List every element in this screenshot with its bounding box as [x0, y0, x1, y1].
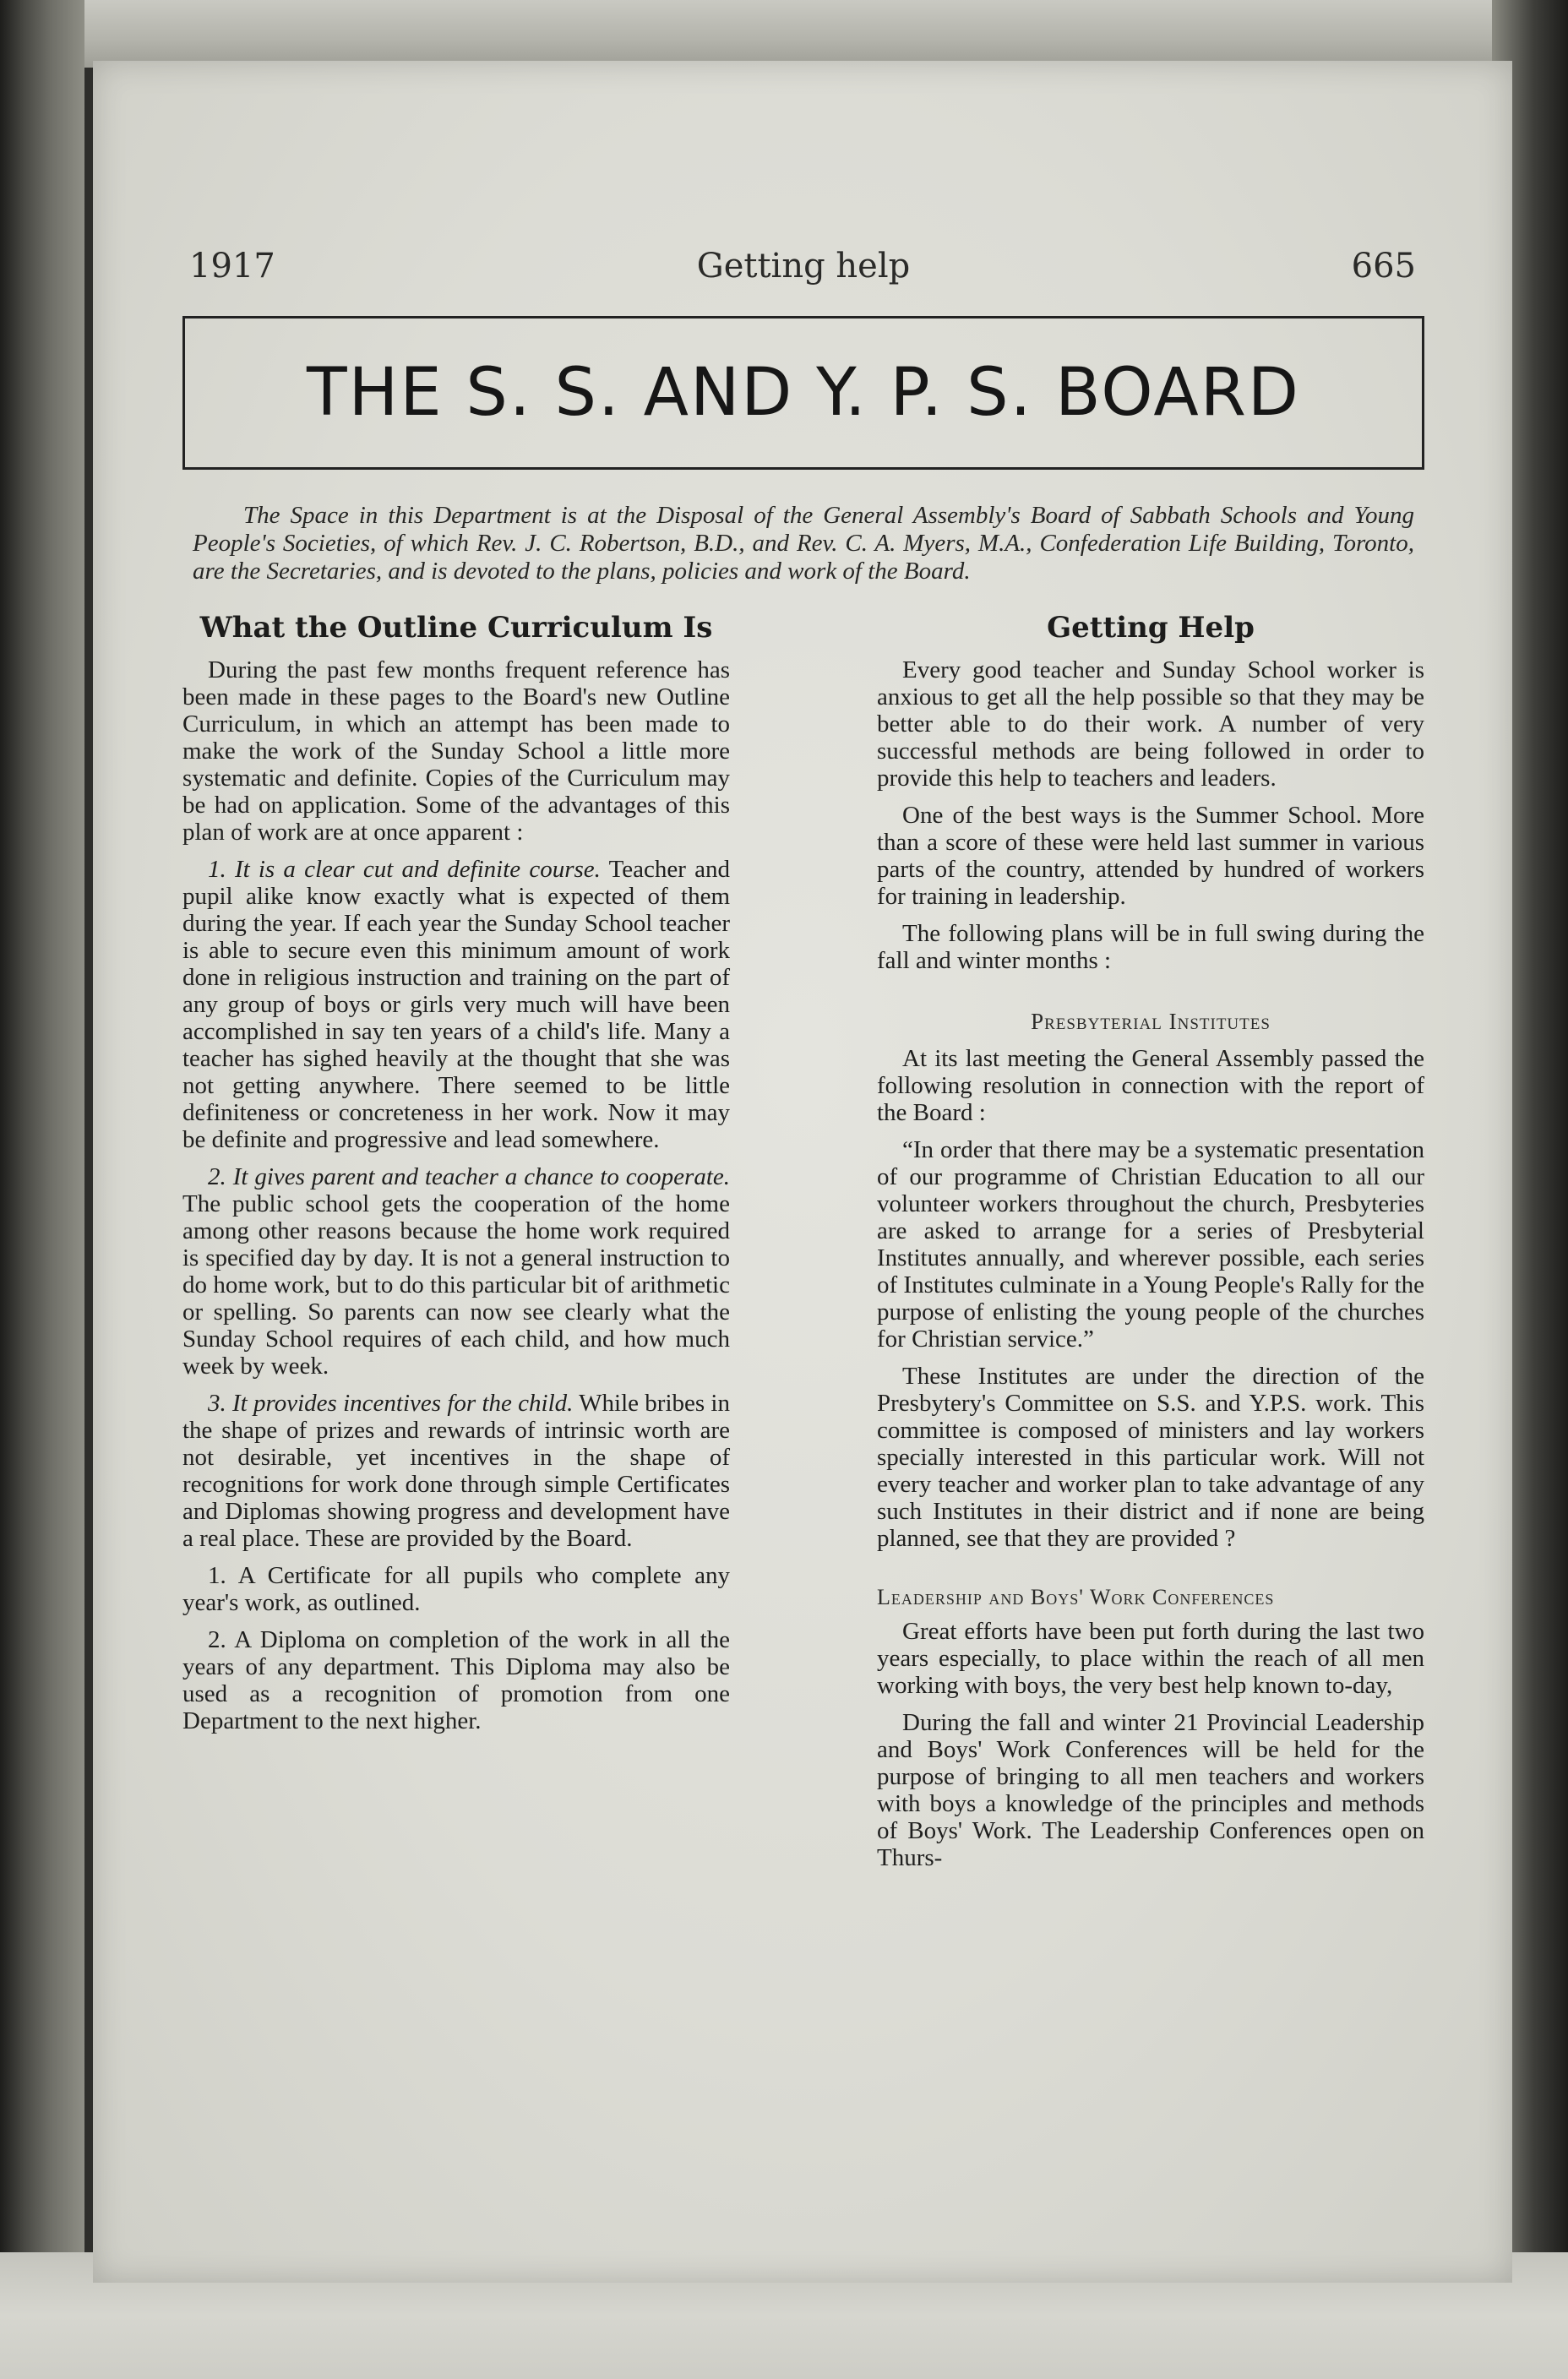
book-page	[93, 61, 1512, 2283]
running-head	[182, 247, 1424, 297]
subhead-leadership-conferences: Leadership and Boys' Work Conferences	[877, 1585, 1275, 1609]
left-paragraph: During the past few months frequent reference has been made in these pages to the Board's new Outline Curriculum, in which an attempt has been made to make the work of the Sunday School a little more systematic and definite. Copies of the Curriculum may be had on application. Some of the advantages of this plan of work are at once apparent :	[182, 656, 730, 846]
right-column-heading: Getting Help	[1047, 611, 1255, 645]
right-paragraph: “In order that there may be a systematic presentation of our programme of Christian Education to all our volunteer workers throughout the church, Presbyteries are asked to arrange for a series of Presbyterial Institutes annually, and wherever possible, each series of Institutes culminate in a Young People's Rally for the purpose of enlisting the young people of the churches for Christian service.”	[877, 1136, 1424, 1353]
left-paragraph	[182, 1163, 730, 1380]
left-paragraph	[182, 1390, 730, 1552]
point-body: The public school gets the cooperation of the home among other reasons because the home work required is specified day by day. It is not a general instruction to do home work, but to do this particular bit of arithmetic or spelling. So parents can now see clearly what the Sunday School requires of each child, and how much week by week.	[182, 1190, 730, 1380]
right-paragraph: One of the best ways is the Summer School. More than a score of these were held last summer in various parts of the country, attended by hundred of workers for training in leadership.	[877, 802, 1424, 910]
left-column-heading: What the Outline Curriculum Is	[199, 611, 713, 645]
point-lead: 1. It is a clear cut and definite course.	[208, 856, 601, 883]
right-paragraph: These Institutes are under the direction of the Presbytery's Committee on S.S. and Y.P.S. work. This committee is composed of ministers and lay workers specially interested in this particular work. Will not every teacher and worker plan to take advantage of any such Institutes in their district and if none are being planned, see that they are provided ?	[877, 1363, 1424, 1552]
right-paragraph: Every good teacher and Sunday School worker is anxious to get all the help possible so that they may be better able to do their work. A number of very successful methods are being followed in order to provide this help to teachers and leaders.	[877, 656, 1424, 792]
left-column	[182, 611, 730, 1881]
page-content	[182, 247, 1424, 1881]
point-body: Teacher and pupil alike know exactly what is expected of them during the year. If each year the Sunday School teacher is able to secure even this minimum amount of work done in religious instruction and training on the part of any group of boys or girls very much will have been accomplished in say ten years of a child's life. Many a teacher has sighed heavily at the thought that she was not getting anywhere. There seemed to be little definiteness or concreteness in her work. Now it may be definite and progressive and lead somewhere.	[182, 856, 730, 1153]
point-lead: 3. It provides incentives for the child.	[208, 1390, 574, 1417]
left-paragraph: 2. A Diploma on completion of the work in all the years of any department. This Diploma may also be used as a recognition of promotion from one Department to the next higher.	[182, 1626, 730, 1734]
subhead-presbyterial-institutes: Presbyterial Institutes	[1031, 1009, 1271, 1034]
department-banner	[182, 316, 1424, 470]
running-head-year: 1917	[189, 247, 275, 286]
banner-title: THE S. S. AND Y. P. S. BOARD	[307, 355, 1300, 431]
right-paragraph: The following plans will be in full swing during the fall and winter months :	[877, 920, 1424, 974]
running-head-title: Getting help	[696, 247, 911, 286]
right-column	[877, 611, 1424, 1881]
article-columns	[182, 611, 1424, 1881]
department-intro: The Space in this Department is at the Disposal of the General Assembly's Board of Sabbath Schools and Young People's Societies, of which Rev. J. C. Robertson, B.D., and Rev. C. A. Myers, M.A., Confederation Life Building, Toronto, are the Secretaries, and is devoted to the plans, policies and work of the Board.	[193, 502, 1414, 585]
left-paragraph: 1. A Certificate for all pupils who complete any year's work, as outlined.	[182, 1562, 730, 1616]
right-paragraph: Great efforts have been put forth during the last two years especially, to place within the reach of all men working with boys, the very best help known to-day,	[877, 1618, 1424, 1699]
point-body: While bribes in the shape of prizes and rewards of intrinsic worth are not desirable, yet incentives in the shape of recognitions for work done through simple Certificates and Diplomas showing progress and development have a real place. These are provided by the Board.	[182, 1390, 730, 1552]
right-paragraph: At its last meeting the General Assembly passed the following resolution in connection with the report of the Board :	[877, 1045, 1424, 1126]
point-lead: 2. It gives parent and teacher a chance to cooperate.	[208, 1163, 730, 1190]
scan-top-edge	[0, 0, 1568, 68]
right-paragraph: During the fall and winter 21 Provincial Leadership and Boys' Work Conferences will be held for the purpose of bringing to all men teachers and workers with boys a knowledge of the principles and methods of Boys' Work. The Leadership Conferences open on Thurs-	[877, 1709, 1424, 1871]
left-paragraph	[182, 856, 730, 1153]
page-number: 665	[1351, 247, 1416, 286]
book-binding-left	[0, 0, 84, 2379]
